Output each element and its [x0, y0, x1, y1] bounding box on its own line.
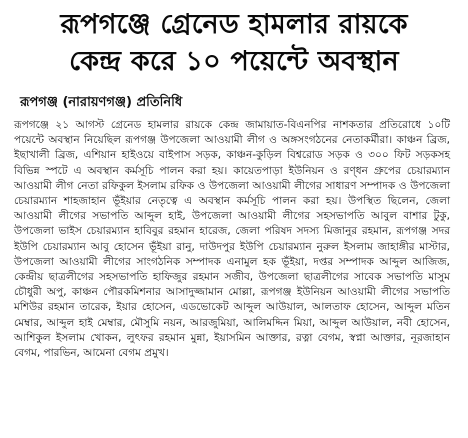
byline: রূপগঞ্জ (নারায়ণগঞ্জ) প্রতিনিধি	[20, 95, 183, 110]
article-body: রূপগঞ্জে ২১ আগস্ট গ্রেনেড হামলার রায়কে কেন্দ্র জামায়াত-বিএনপির নাশকতার প্রতিরোধে ১০টি পয়েন্টে অবস্থান নিয়েছিল রূপগঞ্জ উপজেলা আওয়ামী লীগ ও অঙ্গসংগঠনের নেতাকর্মীরা। কাঞ্চন ব্রিজ, ইছাখালী ব্রিজ, এশিয়ান হাইওয়ে বাইপাস সড়ক, কাঞ্চন-কুড়িল বিশ্বরোড সড়ক ও ৩০০ ফিট সড়কসহ বিভিন্ন স্পটে এ অবস্থান কর্মসূচি পালন করা হয়। কায়েতপাড়া ইউনিয়ন ও রণ্ধন গ্রুপের চেয়ারম্যান আওয়ামী লীগ নেতা রফিকুল ইসলাম রফিক ও উপজেলা আওয়ামী লীগের সাধারণ সম্পাদক ও উপজেলা চেয়ারম্যান শাহজাহান ভূঁইয়ার নেতৃত্বে এ অবস্থান কর্মসূচি পালন করা হয়। উপস্থিত ছিলেন, জেলা আওয়ামী লীগের সভাপতি আব্দুল হাই, উপজেলা আওয়ামী লীগের সহসভাপতি আবুল বাশার টুকু, উপজেলা ভাইস চেয়ারম্যান হাবিবুর রহমান হারেজ, জেলা পরিষদ সদস্য মিজানুর রহমান, রূপগঞ্জ সদর ইউপি চেয়ারম্যান আবু হোসেন ভূঁইয়া রানু, দাউদপুর ইউপি চেয়ারম্যান নুরুল ইসলাম জাহাঙ্গীর মাস্টার, উপজেলা আওয়ামী লীগের সাংগঠনিক সম্পাদক এনামুল হক ভূঁইয়া, দপ্তর সম্পাদক আব্দুল আজিজ, কেন্দ্রীয় ছাত্রলীগের সহসভাপতি হাফিজুর রহমান সজীব, উপজেলা ছাত্রলীগের সাবেক সভাপতি মাসুম চৌধুরী অপু, কাঞ্চন পৌরকমিশনার আসাদুজ্জামান মোল্লা, রূপগঞ্জ ইউনিয়ন আওয়ামী লীগের সভাপতি মশিউর রহমান তারেক, ইয়ার হোসেন, এডভোকেট আব্দুল আউয়াল, আলতাফ হোসেন, আব্দুল মতিন মেম্বার, আব্দুল হাই মেম্বার, মৌসুমি নয়ন, আরজুমিয়া, আলিমদ্দিন মিয়া, আব্দুল আউয়াল, নবী হোসেন, আশিকুল ইসলাম খোকন, লুৎফর রহমান মুন্না, ইয়াসমিন আক্তার, রত্না বেগম, স্বপ্না আক্তার, নূরজাহান বেগম, পারভিন, আমেনা বেগম প্রমুখ।	[14, 119, 450, 360]
headline-line-2: কেন্দ্র করে ১০ পয়েন্টে অবস্থান	[69, 46, 399, 77]
headline-line-1: রূপগঞ্জে গ্রেনেড হামলার রায়কে	[60, 9, 408, 40]
headline	[14, 6, 454, 80]
